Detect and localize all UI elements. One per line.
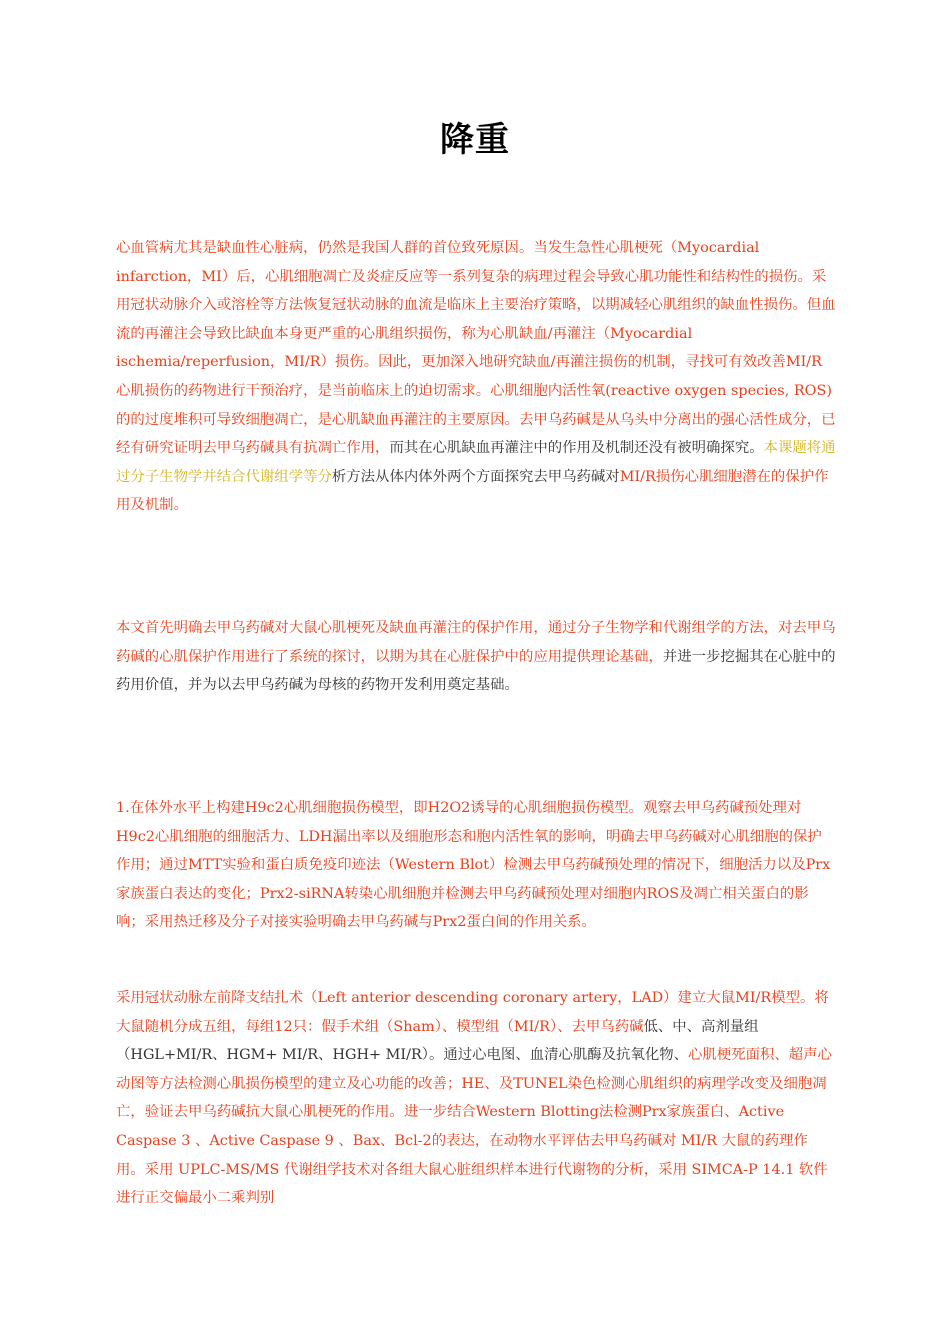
intro-dark-text-2: 析方法从体内体外两个方面探究去甲乌药碱对 xyxy=(331,468,620,485)
aim-dark-text: 并进一步挖掘其在心脏中的药用价值，并为以去甲乌药碱为母核的药物开发利用奠定基础。 xyxy=(116,648,836,694)
intro-red-text-2: MI/R损伤心肌细胞潜在的保护作用及机制。 xyxy=(116,468,829,514)
paragraph-intro xyxy=(116,234,836,520)
in-vivo-red-text-2: 心肌梗死面积、超声心动图等方法检测心肌损伤模型的建立及心功能的改善；HE、及TUNEL染色检测心肌组织的病理学改变及细胞凋亡，验证去甲乌药碱抗大鼠心肌梗死的作用。进一步结合Western Blotting法检测Prx家族蛋白、Active Caspase 3 、Active Caspase 9 、Bax、Bcl-2的表达，在动物水平评估去甲乌药碱对 MI/R 大鼠的药理作用。采用 UPLC-MS/MS 代谢组学技术对各组大鼠心脏组织样本进行代谢物的分析，采用 SIMCA-P 14.1 软件进行正交偏最小二乘判别 xyxy=(116,1047,832,1207)
intro-red-text: 心血管病尤其是缺血性心脏病，仍然是我国人群的首位致死原因。当发生急性心肌梗死（Myocardial infarction，MI）后，心肌细胞凋亡及炎症反应等一系列复杂的病理过程会导致心肌功能性和结构性的损伤。采用冠状动脉介入或溶栓等方法恢复冠状动脉的血流是临床上主要治疗策略，以期减轻心肌组织的缺血性损伤。但血流的再灌注会导致比缺血本身更严重的心肌组织损伤，称为心肌缺血/再灌注（Myocardial ischemia/reperfusion，MI/R）损伤。因此，更加深入地研究缺血/再灌注损伤的机制，寻找可有效改善MI/R心肌损伤的药物进行干预治疗，是当前临床上的迫切需求。心肌细胞内活性氧(reactive oxygen species, ROS)的的过度堆积可导致细胞凋亡，是心肌缺血再灌注的主要原因。去甲乌药碱是从乌头中分离出的强心活性成分，已经有研究证明去甲乌药碱具有抗凋亡作用， xyxy=(116,240,836,457)
document-title: 降重 xyxy=(440,120,510,160)
in-vivo-dark-text: 低、中、高剂量组（HGL+MI/R、HGM+ MI/R、HGH+ MI/R）。通过心电图、血清心肌酶及抗氧化物、 xyxy=(116,1018,759,1064)
aim-red-text: 本文首先明确去甲乌药碱对大鼠心肌梗死及缺血再灌注的保护作用，通过分子生物学和代谢组学的方法，对去甲乌药碱的心肌保护作用进行了系统的探讨，以期为其在心脏保护中的应用提供理论基础， xyxy=(116,620,836,665)
paragraph-in-vivo xyxy=(116,984,836,1213)
paragraph-aim xyxy=(116,614,836,700)
in-vivo-red-text: 采用冠状动脉左前降支结扎术（Left anterior descending coronary artery，LAD）建立大鼠MI/R模型。将大鼠随机分成五组，每组12只：假手术组（Sham）、模型组（MI/R）、去甲乌药碱 xyxy=(116,990,829,1035)
intro-dark-text: 而其在心肌缺血再灌注中的作用及机制还没有被明确探究。 xyxy=(389,440,764,457)
paragraph-in-vitro: 1.在体外水平上构建H9c2心肌细胞损伤模型，即H2O2诱导的心肌细胞损伤模型。观察去甲乌药碱预处理对H9c2心肌细胞的细胞活力、LDH漏出率以及细胞形态和胞内活性氧的影响，明确去甲乌药碱对心肌细胞的保护作用；通过MTT实验和蛋白质免疫印迹法（Western Blot）检测去甲乌药碱预处理的情况下，细胞活力以及Prx家族蛋白表达的变化；Prx2-siRNA转染心肌细胞并检测去甲乌药碱预处理对细胞内ROS及凋亡相关蛋白的影响；采用热迁移及分子对接实验明确去甲乌药碱与Prx2蛋白间的作用关系。 xyxy=(116,800,831,931)
intro-highlight-text: 本课题将通过分子生物学并结合代谢组学等分 xyxy=(116,440,836,485)
